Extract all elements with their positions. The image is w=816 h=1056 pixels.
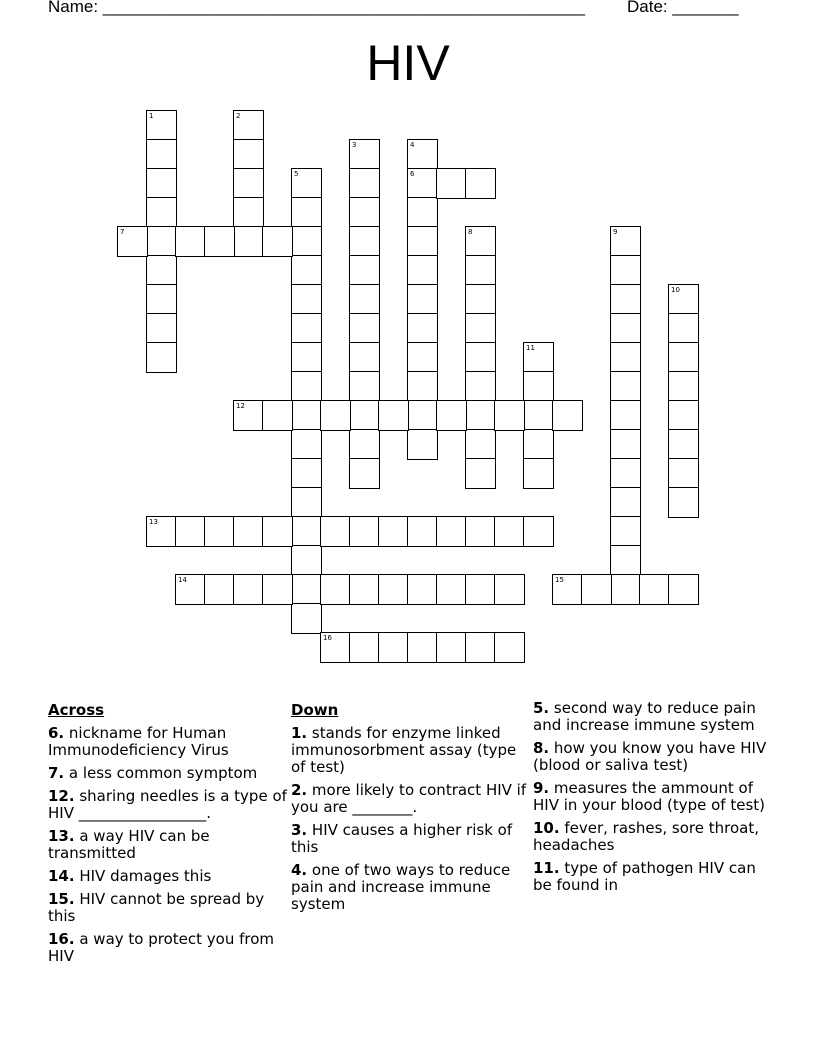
clue-number: 1 bbox=[149, 112, 154, 120]
grid-cell[interactable] bbox=[610, 284, 641, 315]
clue-number: 3 bbox=[352, 141, 357, 149]
grid-cell[interactable] bbox=[465, 458, 496, 489]
clue-item bbox=[291, 862, 531, 913]
grid-cell[interactable] bbox=[407, 632, 438, 663]
grid-cell[interactable] bbox=[465, 226, 496, 257]
grid-cell[interactable] bbox=[668, 313, 699, 344]
grid-cell[interactable] bbox=[465, 429, 496, 460]
grid-cell[interactable] bbox=[465, 313, 496, 344]
clue-item bbox=[533, 780, 773, 814]
grid-cell[interactable] bbox=[436, 632, 467, 663]
clue-item bbox=[48, 828, 288, 862]
grid-cell[interactable] bbox=[407, 400, 438, 431]
clue-text: HIV damages this bbox=[74, 867, 212, 885]
clue-item bbox=[533, 700, 773, 734]
across-clue-list bbox=[48, 725, 288, 965]
clue-number: 16. bbox=[48, 930, 75, 948]
grid-cell[interactable] bbox=[610, 371, 641, 402]
grid-cell[interactable] bbox=[349, 226, 380, 257]
grid-cell[interactable] bbox=[610, 255, 641, 286]
clue-number: 10 bbox=[671, 286, 680, 294]
clue-item bbox=[291, 725, 531, 776]
clue-text: second way to reduce pain and increase immune system bbox=[533, 699, 756, 734]
clue-item bbox=[291, 822, 531, 856]
clue-number: 9 bbox=[613, 228, 618, 236]
clue-item bbox=[533, 860, 773, 894]
grid-cell[interactable] bbox=[291, 313, 322, 344]
grid-cell[interactable] bbox=[668, 429, 699, 460]
grid-cell[interactable] bbox=[552, 574, 583, 605]
grid-cell[interactable] bbox=[349, 197, 380, 228]
grid-cell[interactable] bbox=[204, 226, 235, 257]
clue-item bbox=[48, 931, 288, 965]
clue-item bbox=[48, 868, 288, 885]
grid-cell[interactable] bbox=[175, 574, 206, 605]
grid-cell[interactable] bbox=[465, 284, 496, 315]
grid-cell[interactable] bbox=[465, 342, 496, 373]
clues-column-down-continued bbox=[533, 700, 773, 900]
clue-text: measures the ammount of HIV in your blood (type of test) bbox=[533, 779, 766, 814]
grid-cell[interactable] bbox=[349, 371, 380, 402]
grid-cell[interactable] bbox=[233, 197, 264, 228]
grid-cell[interactable] bbox=[436, 168, 467, 199]
grid-cell[interactable] bbox=[291, 255, 322, 286]
clue-text: how you know you have HIV (blood or saliva test) bbox=[533, 739, 767, 774]
grid-cell[interactable] bbox=[146, 516, 177, 547]
grid-cell[interactable] bbox=[117, 226, 148, 257]
grid-cell[interactable] bbox=[494, 574, 525, 605]
grid-cell[interactable] bbox=[349, 574, 380, 605]
grid-cell[interactable] bbox=[349, 139, 380, 170]
grid-cell[interactable] bbox=[465, 371, 496, 402]
grid-cell[interactable] bbox=[407, 574, 438, 605]
grid-cell[interactable] bbox=[668, 371, 699, 402]
grid-cell[interactable] bbox=[291, 458, 322, 489]
grid-cell[interactable] bbox=[465, 574, 496, 605]
down-heading: Down bbox=[291, 701, 339, 719]
clue-number: 11. bbox=[533, 859, 560, 877]
grid-cell[interactable] bbox=[233, 574, 264, 605]
grid-cell[interactable] bbox=[204, 574, 235, 605]
grid-cell[interactable] bbox=[610, 429, 641, 460]
clue-text: nickname for Human Immunodeficiency Virus bbox=[48, 724, 229, 759]
grid-cell[interactable] bbox=[349, 458, 380, 489]
grid-cell[interactable] bbox=[407, 429, 438, 460]
grid-cell[interactable] bbox=[291, 603, 322, 634]
grid-cell[interactable] bbox=[291, 516, 322, 547]
clue-item bbox=[533, 740, 773, 774]
grid-cell[interactable] bbox=[146, 313, 177, 344]
grid-cell[interactable] bbox=[523, 516, 554, 547]
grid-cell[interactable] bbox=[262, 516, 293, 547]
grid-cell[interactable] bbox=[610, 545, 641, 576]
grid-cell[interactable] bbox=[378, 516, 409, 547]
grid-cell[interactable] bbox=[494, 400, 525, 431]
grid-cell[interactable] bbox=[262, 400, 293, 431]
grid-cell[interactable] bbox=[523, 371, 554, 402]
clue-item bbox=[48, 788, 288, 822]
grid-cell[interactable] bbox=[407, 516, 438, 547]
grid-cell[interactable] bbox=[465, 632, 496, 663]
clue-number: 12 bbox=[236, 402, 245, 410]
grid-cell[interactable] bbox=[668, 458, 699, 489]
grid-cell[interactable] bbox=[291, 168, 322, 199]
grid-cell[interactable] bbox=[146, 197, 177, 228]
name-field-label: Name: ___________________________________________________ bbox=[48, 0, 585, 16]
grid-cell[interactable] bbox=[291, 197, 322, 228]
clue-number: 9. bbox=[533, 779, 550, 797]
grid-cell[interactable] bbox=[465, 516, 496, 547]
grid-cell[interactable] bbox=[146, 168, 177, 199]
clue-number: 7 bbox=[120, 228, 125, 236]
grid-cell[interactable] bbox=[523, 342, 554, 373]
clue-number: 8 bbox=[468, 228, 473, 236]
grid-cell[interactable] bbox=[407, 139, 438, 170]
clue-item bbox=[533, 820, 773, 854]
clue-number: 15. bbox=[48, 890, 75, 908]
grid-cell[interactable] bbox=[291, 574, 322, 605]
grid-cell[interactable] bbox=[291, 371, 322, 402]
clue-number: 2 bbox=[236, 112, 241, 120]
clue-text: sharing needles is a type of HIV _________________. bbox=[48, 787, 287, 822]
puzzle-title: HIV bbox=[366, 35, 450, 91]
grid-cell[interactable] bbox=[465, 400, 496, 431]
grid-cell[interactable] bbox=[262, 226, 293, 257]
grid-cell[interactable] bbox=[291, 429, 322, 460]
clue-number: 14 bbox=[178, 576, 187, 584]
grid-cell[interactable] bbox=[349, 313, 380, 344]
grid-cell[interactable] bbox=[407, 226, 438, 257]
clue-text: a way HIV can be transmitted bbox=[48, 827, 210, 862]
grid-cell[interactable] bbox=[581, 574, 612, 605]
grid-cell[interactable] bbox=[233, 226, 264, 257]
clue-number: 12. bbox=[48, 787, 75, 805]
grid-cell[interactable] bbox=[146, 284, 177, 315]
clue-text: a less common symptom bbox=[64, 764, 258, 782]
grid-cell[interactable] bbox=[204, 516, 235, 547]
grid-cell[interactable] bbox=[146, 139, 177, 170]
clues-column-across bbox=[48, 700, 288, 971]
grid-cell[interactable] bbox=[668, 284, 699, 315]
clue-number: 6. bbox=[48, 724, 65, 742]
grid-cell[interactable] bbox=[610, 458, 641, 489]
grid-cell[interactable] bbox=[146, 255, 177, 286]
grid-cell[interactable] bbox=[407, 313, 438, 344]
grid-cell[interactable] bbox=[523, 458, 554, 489]
grid-cell[interactable] bbox=[233, 516, 264, 547]
grid-cell[interactable] bbox=[523, 429, 554, 460]
grid-cell[interactable] bbox=[262, 574, 293, 605]
grid-cell[interactable] bbox=[378, 400, 409, 431]
grid-cell[interactable] bbox=[668, 342, 699, 373]
grid-cell[interactable] bbox=[349, 516, 380, 547]
grid-cell[interactable] bbox=[610, 574, 641, 605]
clue-number: 5. bbox=[533, 699, 550, 717]
grid-cell[interactable] bbox=[320, 632, 351, 663]
clue-number: 4 bbox=[410, 141, 415, 149]
grid-cell[interactable] bbox=[233, 400, 264, 431]
grid-cell[interactable] bbox=[349, 429, 380, 460]
grid-cell[interactable] bbox=[349, 284, 380, 315]
grid-cell[interactable] bbox=[668, 574, 699, 605]
clue-number: 16 bbox=[323, 634, 332, 642]
grid-cell[interactable] bbox=[668, 400, 699, 431]
clue-number: 6 bbox=[410, 170, 415, 178]
date-field-label: Date: _______ bbox=[627, 0, 739, 16]
grid-cell[interactable] bbox=[291, 545, 322, 576]
grid-cell[interactable] bbox=[407, 284, 438, 315]
grid-cell[interactable] bbox=[610, 516, 641, 547]
grid-cell[interactable] bbox=[378, 632, 409, 663]
clue-number: 14. bbox=[48, 867, 75, 885]
clue-number: 2. bbox=[291, 781, 308, 799]
clue-text: stands for enzyme linked immunosorbment assay (type of test) bbox=[291, 724, 517, 776]
grid-cell[interactable] bbox=[146, 342, 177, 373]
grid-cell[interactable] bbox=[494, 516, 525, 547]
grid-cell[interactable] bbox=[349, 400, 380, 431]
grid-cell[interactable] bbox=[523, 400, 554, 431]
clue-text: HIV causes a higher risk of this bbox=[291, 821, 513, 856]
grid-cell[interactable] bbox=[320, 574, 351, 605]
grid-cell[interactable] bbox=[494, 632, 525, 663]
grid-cell[interactable] bbox=[436, 516, 467, 547]
grid-cell[interactable] bbox=[407, 342, 438, 373]
clue-number: 3. bbox=[291, 821, 308, 839]
grid-cell[interactable] bbox=[233, 168, 264, 199]
clue-text: one of two ways to reduce pain and increase immune system bbox=[291, 861, 511, 913]
down-clue-list-continued bbox=[533, 700, 773, 894]
grid-cell[interactable] bbox=[436, 400, 467, 431]
clue-text: fever, rashes, sore throat, headaches bbox=[533, 819, 759, 854]
grid-cell[interactable] bbox=[175, 516, 206, 547]
grid-cell[interactable] bbox=[610, 400, 641, 431]
grid-cell[interactable] bbox=[668, 487, 699, 518]
grid-cell[interactable] bbox=[407, 255, 438, 286]
clue-item bbox=[48, 765, 288, 782]
grid-cell[interactable] bbox=[610, 487, 641, 518]
clue-number: 7. bbox=[48, 764, 65, 782]
clue-item bbox=[48, 725, 288, 759]
clue-text: type of pathogen HIV can be found in bbox=[533, 859, 756, 894]
grid-cell[interactable] bbox=[610, 226, 641, 257]
clue-number: 11 bbox=[526, 344, 535, 352]
clue-number: 13. bbox=[48, 827, 75, 845]
grid-cell[interactable] bbox=[291, 342, 322, 373]
grid-cell[interactable] bbox=[233, 139, 264, 170]
clue-number: 15 bbox=[555, 576, 564, 584]
down-clue-list bbox=[291, 725, 531, 913]
grid-cell[interactable] bbox=[465, 255, 496, 286]
grid-cell[interactable] bbox=[465, 168, 496, 199]
grid-cell[interactable] bbox=[146, 226, 177, 257]
grid-cell[interactable] bbox=[349, 342, 380, 373]
clue-number: 10. bbox=[533, 819, 560, 837]
grid-cell[interactable] bbox=[610, 342, 641, 373]
grid-cell[interactable] bbox=[146, 110, 177, 141]
grid-cell[interactable] bbox=[552, 400, 583, 431]
clues-column-down bbox=[291, 700, 531, 919]
grid-cell[interactable] bbox=[349, 255, 380, 286]
grid-cell[interactable] bbox=[291, 226, 322, 257]
grid-cell[interactable] bbox=[407, 168, 438, 199]
grid-cell[interactable] bbox=[291, 400, 322, 431]
grid-cell[interactable] bbox=[610, 313, 641, 344]
across-heading: Across bbox=[48, 701, 105, 719]
clue-number: 8. bbox=[533, 739, 550, 757]
clue-number: 13 bbox=[149, 518, 158, 526]
grid-cell[interactable] bbox=[320, 400, 351, 431]
clue-item bbox=[48, 891, 288, 925]
grid-cell[interactable] bbox=[639, 574, 670, 605]
grid-cell[interactable] bbox=[175, 226, 206, 257]
grid-cell[interactable] bbox=[407, 371, 438, 402]
clue-number: 1. bbox=[291, 724, 308, 742]
grid-cell[interactable] bbox=[349, 632, 380, 663]
grid-cell[interactable] bbox=[233, 110, 264, 141]
grid-cell[interactable] bbox=[291, 284, 322, 315]
grid-cell[interactable] bbox=[407, 197, 438, 228]
grid-cell[interactable] bbox=[320, 516, 351, 547]
clue-text: more likely to contract HIV if you are ________. bbox=[291, 781, 527, 816]
grid-cell[interactable] bbox=[349, 168, 380, 199]
grid-cell[interactable] bbox=[436, 574, 467, 605]
clue-number: 5 bbox=[294, 170, 299, 178]
clue-text: a way to protect you from HIV bbox=[48, 930, 275, 965]
clue-item bbox=[291, 782, 531, 816]
grid-cell[interactable] bbox=[291, 487, 322, 518]
clue-text: HIV cannot be spread by this bbox=[48, 890, 265, 925]
clue-number: 4. bbox=[291, 861, 308, 879]
grid-cell[interactable] bbox=[378, 574, 409, 605]
